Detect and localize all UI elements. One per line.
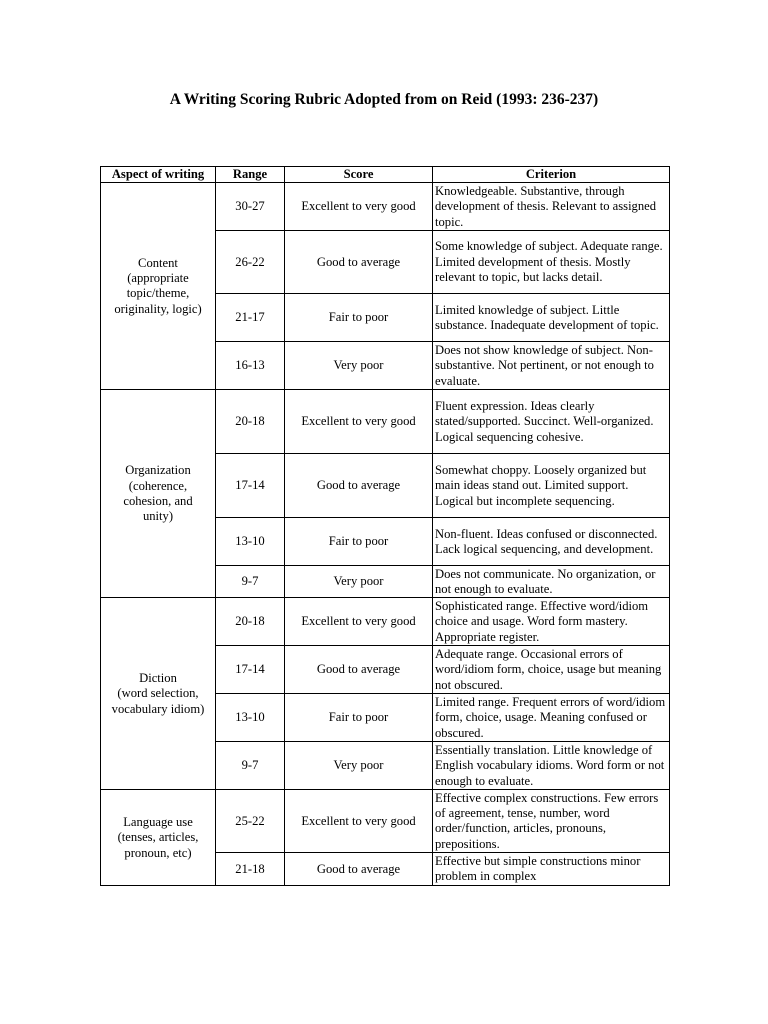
aspect-label-line: pronoun, etc)	[124, 845, 192, 860]
range-cell: 17-14	[216, 454, 285, 518]
range-cell: 17-14	[216, 646, 285, 694]
aspect-cell	[101, 390, 216, 598]
range-cell: 9-7	[216, 566, 285, 598]
criterion-cell: Knowledgeable. Substantive, through development of thesis. Relevant to assigned topic.	[433, 183, 670, 231]
aspect-label-line: Content	[138, 255, 178, 270]
range-cell: 20-18	[216, 598, 285, 646]
table-row	[101, 598, 670, 646]
criterion-cell: Fluent expression. Ideas clearly stated/supported. Succinct. Well-organized. Logical sequencing cohesive.	[433, 390, 670, 454]
score-cell: Very poor	[285, 742, 433, 790]
range-cell: 16-13	[216, 342, 285, 390]
score-cell: Fair to poor	[285, 694, 433, 742]
aspect-cell	[101, 598, 216, 790]
score-cell: Very poor	[285, 566, 433, 598]
range-cell: 30-27	[216, 183, 285, 231]
range-cell: 9-7	[216, 742, 285, 790]
table-header	[101, 167, 670, 183]
score-cell: Fair to poor	[285, 294, 433, 342]
table-row	[101, 390, 670, 454]
aspect-label-line: cohesion, and	[123, 493, 193, 508]
table-row	[101, 183, 670, 231]
criterion-cell: Effective complex constructions. Few errors of agreement, tense, number, word order/function, articles, pronouns, prepositions.	[433, 790, 670, 853]
aspect-label-line: Diction	[139, 670, 177, 685]
header-score: Score	[285, 167, 433, 183]
score-cell: Good to average	[285, 454, 433, 518]
aspect-label-line: (coherence,	[128, 478, 188, 493]
aspect-label-line: (tenses, articles,	[117, 830, 199, 845]
score-cell: Good to average	[285, 231, 433, 294]
criterion-cell: Somewhat choppy. Loosely organized but main ideas stand out. Limited support. Logical but incomplete sequencing.	[433, 454, 670, 518]
score-cell: Good to average	[285, 853, 433, 886]
aspect-label-line: vocabulary idiom)	[111, 701, 205, 716]
aspect-cell	[101, 183, 216, 390]
rubric-table	[100, 166, 670, 886]
aspect-label-line: (appropriate	[127, 271, 189, 285]
criterion-cell: Sophisticated range. Effective word/idiom choice and usage. Word form mastery. Appropriate register.	[433, 598, 670, 646]
aspect-label-line: Organization	[125, 463, 191, 478]
range-cell: 20-18	[216, 390, 285, 454]
table-body	[101, 183, 670, 886]
criterion-cell: Limited range. Frequent errors of word/idiom form, choice, usage. Meaning confused or obscured.	[433, 694, 670, 742]
criterion-cell: Essentially translation. Little knowledge of English vocabulary idioms. Word form or not enough to evaluate.	[433, 742, 670, 790]
score-cell: Excellent to very good	[285, 183, 433, 231]
table-row	[101, 790, 670, 853]
range-cell: 21-17	[216, 294, 285, 342]
criterion-cell: Some knowledge of subject. Adequate range. Limited development of thesis. Mostly relevant to topic, but lacks detail.	[433, 231, 670, 294]
aspect-cell	[101, 790, 216, 886]
header-range: Range	[216, 167, 285, 183]
range-cell: 26-22	[216, 231, 285, 294]
score-cell: Fair to poor	[285, 518, 433, 566]
criterion-cell: Limited knowledge of subject. Little substance. Inadequate development of topic.	[433, 294, 670, 342]
score-cell: Good to average	[285, 646, 433, 694]
header-row	[101, 167, 670, 183]
criterion-cell: Non-fluent. Ideas confused or disconnected. Lack logical sequencing, and development.	[433, 518, 670, 566]
aspect-label-line: Language use	[123, 814, 193, 829]
document-title: A Writing Scoring Rubric Adopted from on Reid (1993: 236-237)	[169, 91, 599, 108]
aspect-label-line: topic/theme,	[126, 286, 190, 301]
header-criterion: Criterion	[433, 167, 670, 183]
criterion-cell: Does not communicate. No organization, or not enough to evaluate.	[433, 566, 670, 598]
range-cell: 21-18	[216, 853, 285, 886]
aspect-label-line: originality, logic)	[114, 301, 202, 316]
criterion-cell: Adequate range. Occasional errors of word/idiom form, choice, usage but meaning not obscured.	[433, 646, 670, 694]
header-aspect: Aspect of writing	[101, 167, 216, 183]
criterion-cell: Effective but simple constructions minor problem in complex	[433, 853, 670, 886]
score-cell: Very poor	[285, 342, 433, 390]
score-cell: Excellent to very good	[285, 598, 433, 646]
range-cell: 13-10	[216, 694, 285, 742]
aspect-label-line: (word selection,	[117, 686, 199, 701]
score-cell: Excellent to very good	[285, 390, 433, 454]
score-cell: Excellent to very good	[285, 790, 433, 853]
criterion-cell: Does not show knowledge of subject. Non-substantive. Not pertinent, or not enough to evaluate.	[433, 342, 670, 390]
aspect-label-line: unity)	[142, 509, 174, 524]
range-cell: 13-10	[216, 518, 285, 566]
range-cell: 25-22	[216, 790, 285, 853]
